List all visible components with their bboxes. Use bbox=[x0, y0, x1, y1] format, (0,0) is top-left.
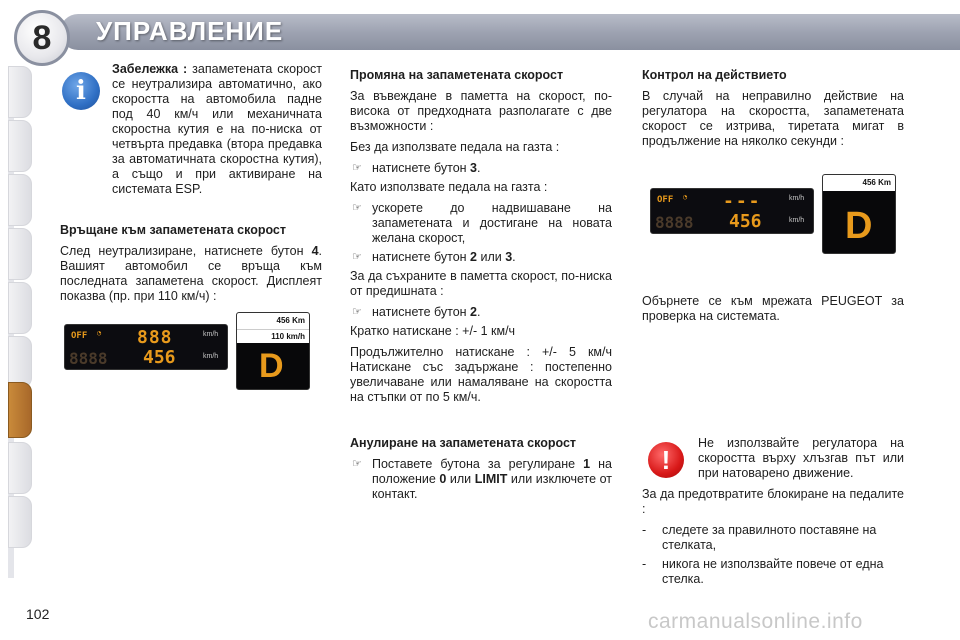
cluster-display-1: OFF ◔ 888 km/h 8888 456 km/h bbox=[64, 324, 228, 370]
page-number: 102 bbox=[26, 606, 50, 622]
note-paragraph bbox=[60, 62, 322, 197]
odometer-dim: 8888 bbox=[69, 349, 108, 368]
pointing-hand-icon: ☞ bbox=[352, 306, 362, 318]
pointing-hand-icon: ☞ bbox=[352, 458, 362, 470]
bullet-item: ☞ натиснете бутон 3. bbox=[352, 161, 481, 175]
warning-icon: ! bbox=[648, 442, 684, 478]
chapter-tab-10[interactable] bbox=[8, 496, 32, 548]
dashes-digits: --- bbox=[723, 191, 762, 212]
lower-text: За да съхраните в паметта скорост, по-ниска от предишната : bbox=[350, 269, 612, 298]
chapter-title: УПРАВЛЕНИЕ bbox=[96, 16, 284, 46]
header bbox=[0, 0, 960, 62]
peugeot-section bbox=[642, 294, 904, 330]
bullet-item: ☞ натиснете бутон 2. bbox=[352, 305, 481, 319]
short-press: Кратко натискане : +/- 1 км/ч bbox=[350, 324, 516, 338]
without-pedal: Без да използвате педала на газта : bbox=[350, 140, 560, 154]
speed-digits: 456 bbox=[143, 347, 176, 368]
cancel-title: Анулиране на запаметената скорост bbox=[350, 436, 577, 450]
chapter-tab-4[interactable] bbox=[8, 228, 32, 280]
chapter-tab-2[interactable] bbox=[8, 120, 32, 172]
pointing-hand-icon: ☞ bbox=[352, 162, 362, 174]
speedometer-icon: ◔ bbox=[683, 193, 688, 201]
column-right bbox=[642, 62, 904, 155]
watermark[interactable]: carmanualsonline.info bbox=[648, 610, 863, 633]
bullet-item: ☞ ускорете до надвишаване на запаметената и достигане на новата желана скорост, bbox=[352, 201, 612, 245]
speedometer-icon: ◔ bbox=[97, 329, 102, 337]
pointing-hand-icon: ☞ bbox=[352, 251, 362, 263]
odometer-dim: 8888 bbox=[655, 213, 694, 232]
cluster-display-2: OFF ◔ --- km/h 8888 456 km/h bbox=[650, 188, 814, 234]
chapter-tab-3[interactable] bbox=[8, 174, 32, 226]
chapter-tab-1[interactable] bbox=[8, 66, 32, 118]
set-speed-digits: 888 bbox=[137, 327, 173, 348]
cruise-off-label: OFF bbox=[657, 195, 674, 205]
list-item: - следете за правилното поставяне на стелката, bbox=[642, 523, 877, 552]
speed-digits: 456 bbox=[729, 211, 762, 232]
column-left bbox=[60, 62, 322, 310]
cruise-off-label: OFF bbox=[71, 331, 88, 341]
pointing-hand-icon: ☞ bbox=[352, 202, 362, 214]
note-text: запаметената скорост се неутрализира автоматично, ако скоростта на автомобила падне под 40 км/ч или механичната скоростна кутия е на по-ниска от четвърта предавка (втора предавка за автоматичната скоростна кутия), а също и при активиране на системата ESP. bbox=[112, 62, 323, 196]
cancel-section bbox=[350, 436, 612, 506]
note-label: Забележка : bbox=[112, 62, 188, 76]
gear-indicator: D bbox=[845, 205, 873, 247]
bullet-item: ☞ Поставете бутона за регулиране 1 на положение 0 или LIMIT или изключете от контакт. bbox=[352, 457, 613, 501]
screen-display-2: 456 Km D bbox=[822, 174, 896, 254]
chapter-number: 8 bbox=[32, 18, 52, 57]
peugeot-text: Обърнете се към мрежата PEUGEOT за проверка на системата. bbox=[642, 294, 904, 323]
chapter-tab-9[interactable] bbox=[8, 442, 32, 494]
column-middle bbox=[350, 62, 612, 411]
screen-display-1: 456 Km 110 km/h D bbox=[236, 312, 310, 390]
long-press: Продължително натискане : +/- 5 км/ч Натискане със задържане : постепенно увеличаване или намаляване на скоростта на стъпки от по 5 км/ч. bbox=[350, 345, 612, 404]
chapter-tab-8-active[interactable] bbox=[8, 382, 32, 438]
chapter-tab-6[interactable] bbox=[8, 336, 32, 388]
chapter-badge bbox=[14, 10, 70, 66]
gear-indicator: D bbox=[259, 347, 284, 385]
list-item: - никога не използвайте повече от една стелка. bbox=[642, 557, 884, 586]
info-icon: i bbox=[62, 72, 100, 110]
pedal-text: За да предотвратите блокиране на педалите : bbox=[642, 487, 904, 516]
warning-text: Не използвайте регулатора на скоростта върху хлъзгав път или при натоварено движение. bbox=[698, 436, 904, 480]
return-title: Връщане към запаметената скорост bbox=[60, 223, 287, 237]
bullet-item: ☞ натиснете бутон 2 или 3. bbox=[352, 250, 516, 264]
change-intro: За въвеждане в паметта на скорост, по-висока от предходната разполагате с две възможности : bbox=[350, 89, 612, 133]
with-pedal: Като използвате педала на газта : bbox=[350, 180, 548, 194]
return-paragraph: След неутрализиране, натиснете бутон 4. Вашият автомобил се връща към последната запаметена скорост. Дисплеят показва (пр. при 110 км/ч) : bbox=[60, 244, 322, 303]
control-text: В случай на неправилно действие на регулатора на скоростта, запаметената скорост се изтрива, тиретата мигат в продължение на няколко секунди : bbox=[642, 89, 904, 148]
change-title: Промяна на запаметената скорост bbox=[350, 68, 564, 82]
control-title: Контрол на действието bbox=[642, 68, 787, 82]
chapter-tab-5[interactable] bbox=[8, 282, 32, 334]
warning-section bbox=[642, 436, 904, 591]
